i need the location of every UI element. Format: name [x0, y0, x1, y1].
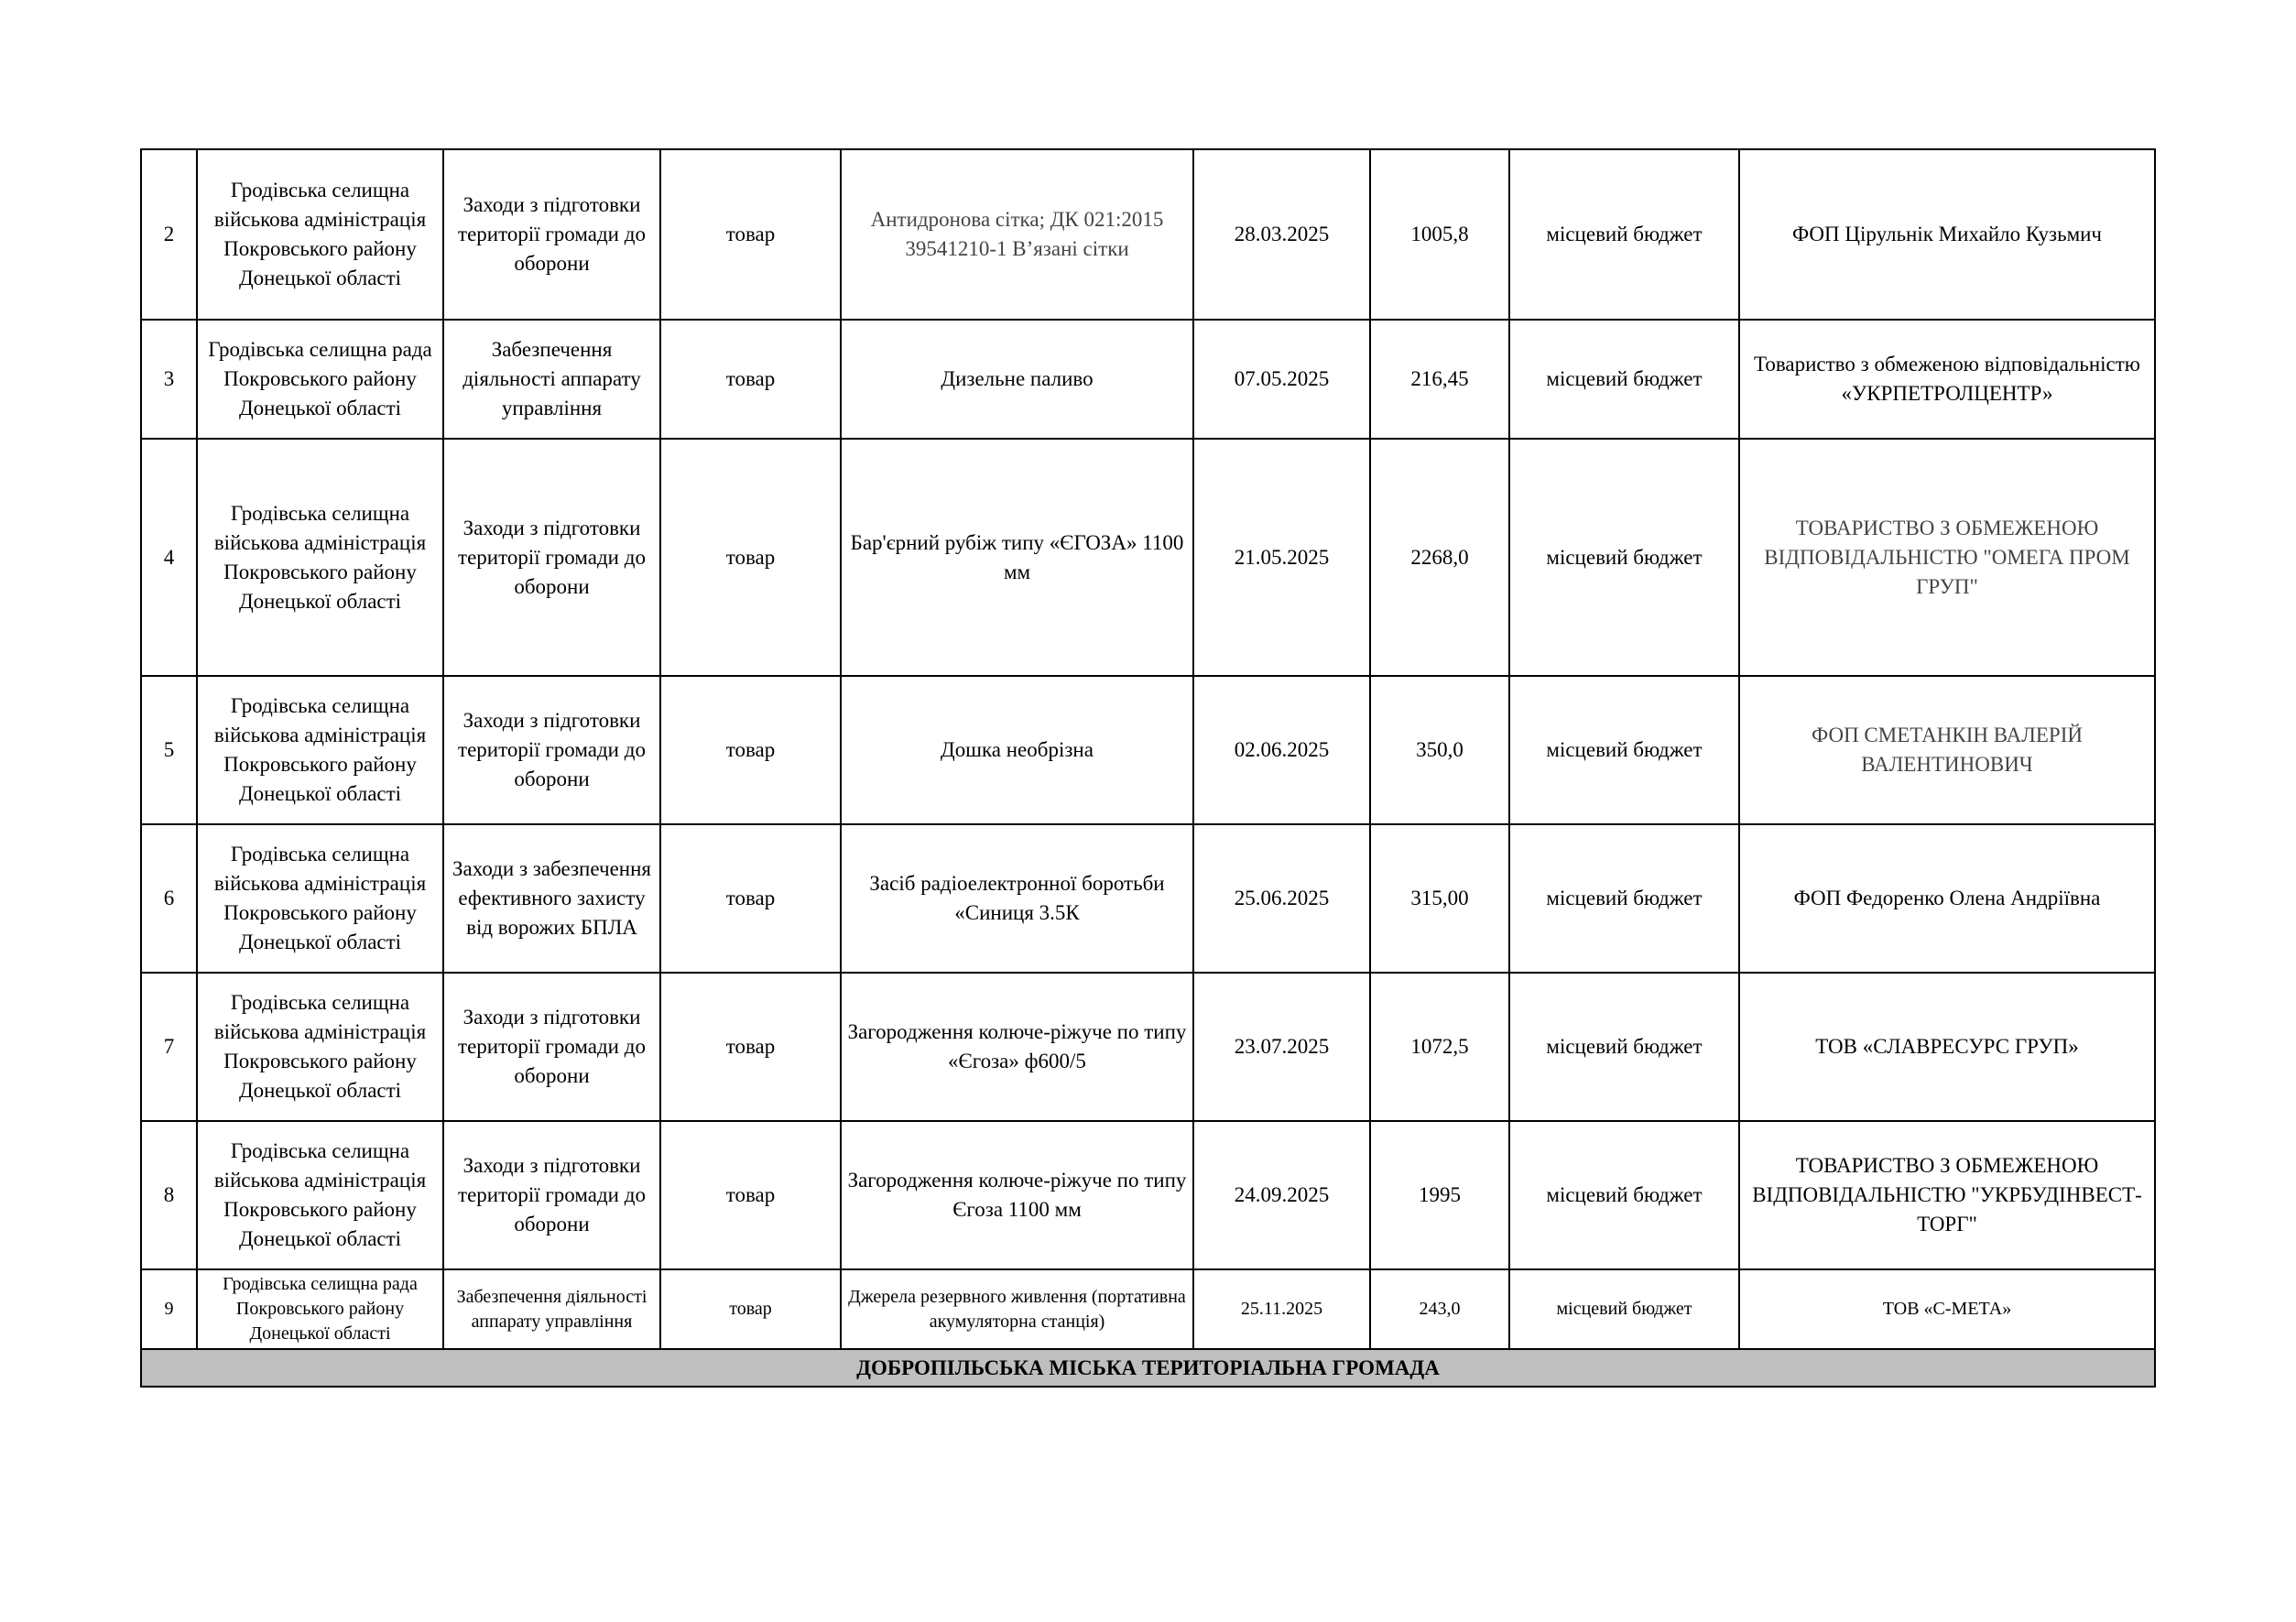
date-cell: 28.03.2025: [1193, 149, 1370, 320]
item-type-cell: товар: [660, 1269, 841, 1349]
item-type-cell: товар: [660, 320, 841, 439]
program-cell: Заходи з підготовки території громади до оборони: [443, 1121, 660, 1269]
customer-cell: Гродівська селищна військова адміністрація Покровського району Донецької області: [197, 149, 443, 320]
funding-source-cell: місцевий бюджет: [1509, 973, 1739, 1121]
customer-cell: Гродівська селищна військова адміністрація Покровського району Донецької області: [197, 973, 443, 1121]
date-cell: 25.11.2025: [1193, 1269, 1370, 1349]
row-number: 5: [141, 676, 197, 824]
date-cell: 23.07.2025: [1193, 973, 1370, 1121]
item-type-cell: товар: [660, 149, 841, 320]
table-row: [141, 973, 2155, 1121]
subject-cell: Дошка необрізна: [841, 676, 1193, 824]
customer-cell: Гродівська селищна військова адміністрація Покровського району Донецької області: [197, 824, 443, 973]
date-cell: 02.06.2025: [1193, 676, 1370, 824]
program-cell: Заходи з підготовки території громади до оборони: [443, 439, 660, 676]
table-row: [141, 320, 2155, 439]
table-row: [141, 824, 2155, 973]
program-cell: Забезпечення діяльності аппарату управління: [443, 1269, 660, 1349]
subject-cell: Джерела резервного живлення (портативна акумуляторна станція): [841, 1269, 1193, 1349]
row-number: 4: [141, 439, 197, 676]
row-number: 7: [141, 973, 197, 1121]
customer-cell: Гродівська селищна військова адміністрація Покровського району Донецької області: [197, 439, 443, 676]
customer-cell: Гродівська селищна військова адміністрація Покровського району Донецької області: [197, 676, 443, 824]
subject-cell: Засіб радіоелектронної боротьби «Синиця 3.5К: [841, 824, 1193, 973]
table-row: [141, 676, 2155, 824]
section-header: ДОБРОПІЛЬСЬКА МІСЬКА ТЕРИТОРІАЛЬНА ГРОМАДА: [141, 1349, 2155, 1387]
date-cell: 21.05.2025: [1193, 439, 1370, 676]
row-number: 2: [141, 149, 197, 320]
amount-cell: 243,0: [1370, 1269, 1509, 1349]
subject-cell: Дизельне паливо: [841, 320, 1193, 439]
date-cell: 07.05.2025: [1193, 320, 1370, 439]
section-header-row: [141, 1349, 2155, 1387]
funding-source-cell: місцевий бюджет: [1509, 1121, 1739, 1269]
row-number: 6: [141, 824, 197, 973]
supplier-cell: ФОП СМЕТАНКІН ВАЛЕРІЙ ВАЛЕНТИНОВИЧ: [1739, 676, 2155, 824]
subject-cell: Антидронова сітка; ДК 021:2015 39541210-1 В’язані сітки: [841, 149, 1193, 320]
funding-source-cell: місцевий бюджет: [1509, 824, 1739, 973]
program-cell: Заходи з підготовки території громади до оборони: [443, 149, 660, 320]
table-row: [141, 1121, 2155, 1269]
row-number: 9: [141, 1269, 197, 1349]
item-type-cell: товар: [660, 439, 841, 676]
item-type-cell: товар: [660, 1121, 841, 1269]
date-cell: 25.06.2025: [1193, 824, 1370, 973]
subject-cell: Загородження колюче-ріжуче по типу Єгоза 1100 мм: [841, 1121, 1193, 1269]
item-type-cell: товар: [660, 676, 841, 824]
program-cell: Заходи з забезпечення ефективного захисту від ворожих БПЛА: [443, 824, 660, 973]
amount-cell: 1005,8: [1370, 149, 1509, 320]
program-cell: Заходи з підготовки території громади до оборони: [443, 973, 660, 1121]
row-number: 8: [141, 1121, 197, 1269]
subject-cell: Бар'єрний рубіж типу «ЄГОЗА» 1100 мм: [841, 439, 1193, 676]
funding-source-cell: місцевий бюджет: [1509, 439, 1739, 676]
funding-source-cell: місцевий бюджет: [1509, 320, 1739, 439]
amount-cell: 1072,5: [1370, 973, 1509, 1121]
supplier-cell: ТОВ «СЛАВРЕСУРС ГРУП»: [1739, 973, 2155, 1121]
customer-cell: Гродівська селищна рада Покровського району Донецької області: [197, 320, 443, 439]
procurement-table: [140, 148, 2156, 1388]
table-row: [141, 149, 2155, 320]
supplier-cell: ТОВАРИСТВО З ОБМЕЖЕНОЮ ВІДПОВІДАЛЬНІСТЮ "ОМЕГА ПРОМ ГРУП": [1739, 439, 2155, 676]
amount-cell: 2268,0: [1370, 439, 1509, 676]
subject-cell: Загородження колюче-ріжуче по типу «Єгоза» ф600/5: [841, 973, 1193, 1121]
amount-cell: 315,00: [1370, 824, 1509, 973]
funding-source-cell: місцевий бюджет: [1509, 676, 1739, 824]
supplier-cell: ТОВАРИСТВО З ОБМЕЖЕНОЮ ВІДПОВІДАЛЬНІСТЮ "УКРБУДІНВЕСТ-ТОРГ": [1739, 1121, 2155, 1269]
funding-source-cell: місцевий бюджет: [1509, 1269, 1739, 1349]
funding-source-cell: місцевий бюджет: [1509, 149, 1739, 320]
table-row: [141, 439, 2155, 676]
supplier-cell: Товариство з обмеженою відповідальністю «УКРПЕТРОЛЦЕНТР»: [1739, 320, 2155, 439]
row-number: 3: [141, 320, 197, 439]
supplier-cell: ФОП Цірульнік Михайло Кузьмич: [1739, 149, 2155, 320]
item-type-cell: товар: [660, 824, 841, 973]
date-cell: 24.09.2025: [1193, 1121, 1370, 1269]
item-type-cell: товар: [660, 973, 841, 1121]
customer-cell: Гродівська селищна військова адміністрація Покровського району Донецької області: [197, 1121, 443, 1269]
table-row: [141, 1269, 2155, 1349]
program-cell: Заходи з підготовки території громади до оборони: [443, 676, 660, 824]
amount-cell: 1995: [1370, 1121, 1509, 1269]
amount-cell: 350,0: [1370, 676, 1509, 824]
customer-cell: Гродівська селищна рада Покровського району Донецької області: [197, 1269, 443, 1349]
supplier-cell: ФОП Федоренко Олена Андріївна: [1739, 824, 2155, 973]
program-cell: Забезпечення діяльності аппарату управління: [443, 320, 660, 439]
amount-cell: 216,45: [1370, 320, 1509, 439]
supplier-cell: ТОВ «С-МЕТА»: [1739, 1269, 2155, 1349]
